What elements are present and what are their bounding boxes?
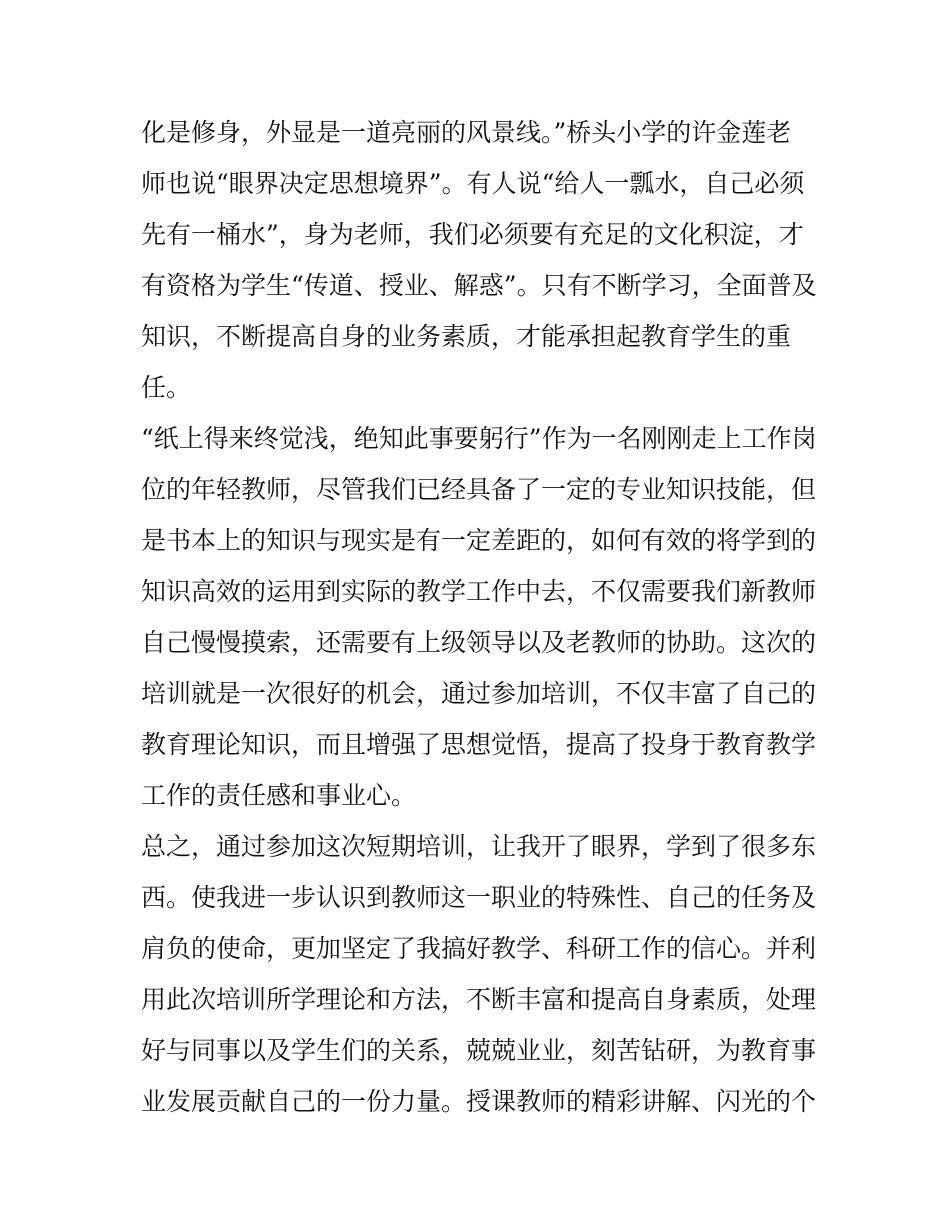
text-line: 总之，通过参加这次短期培训，让我开了眼界，学到了很多东 (141, 832, 817, 861)
body-text (141, 107, 821, 1127)
text-line: 师也说“眼界决定思想境界”。有人说“给人一瓢水，自己必须 (141, 169, 805, 198)
text-line: 有资格为学生“传道、授业、解惑”。只有不断学习，全面普及 (141, 271, 817, 300)
text-line: 化是修身，外显是一道亮丽的风景线。”桥头小学的许金莲老 (141, 118, 792, 147)
text-line: 培训就是一次很好的机会，通过参加培训，不仅丰富了自己的 (141, 679, 817, 708)
text-line: 先有一桶水”，身为老师，我们必须要有充足的文化积淀，才 (141, 220, 804, 249)
text-line: 自己慢慢摸索，还需要有上级领导以及老教师的协助。这次的 (141, 628, 817, 657)
text-line: 知识高效的运用到实际的教学工作中去，不仅需要我们新教师 (141, 577, 817, 606)
text-line: 教育理论知识，而且增强了思想觉悟，提高了投身于教育教学 (141, 730, 817, 759)
text-line: 位的年轻教师，尽管我们已经具备了一定的专业知识技能，但 (141, 475, 817, 504)
text-line: 肩负的使命，更加坚定了我搞好教学、科研工作的信心。并利 (141, 934, 817, 963)
text-line: 工作的责任感和事业心。 (141, 781, 417, 810)
text-line: 知识，不断提高自身的业务素质，才能承担起教育学生的重 (141, 322, 792, 351)
text-line: 好与同事以及学生们的关系，兢兢业业，刻苦钻研，为教育事 (141, 1036, 817, 1065)
text-line: 任。 (141, 373, 192, 402)
text-line: 是书本上的知识与现实是有一定差距的，如何有效的将学到的 (141, 526, 817, 555)
text-line: “纸上得来终觉浅，绝知此事要躬行”作为一名刚刚走上工作岗 (141, 424, 817, 453)
text-line: 业发展贡献自己的一份力量。授课教师的精彩讲解、闪光的个 (141, 1087, 817, 1116)
text-line: 用此次培训所学理论和方法，不断丰富和提高自身素质，处理 (141, 985, 817, 1014)
text-line: 西。使我进一步认识到教师这一职业的特殊性、自己的任务及 (141, 883, 817, 912)
